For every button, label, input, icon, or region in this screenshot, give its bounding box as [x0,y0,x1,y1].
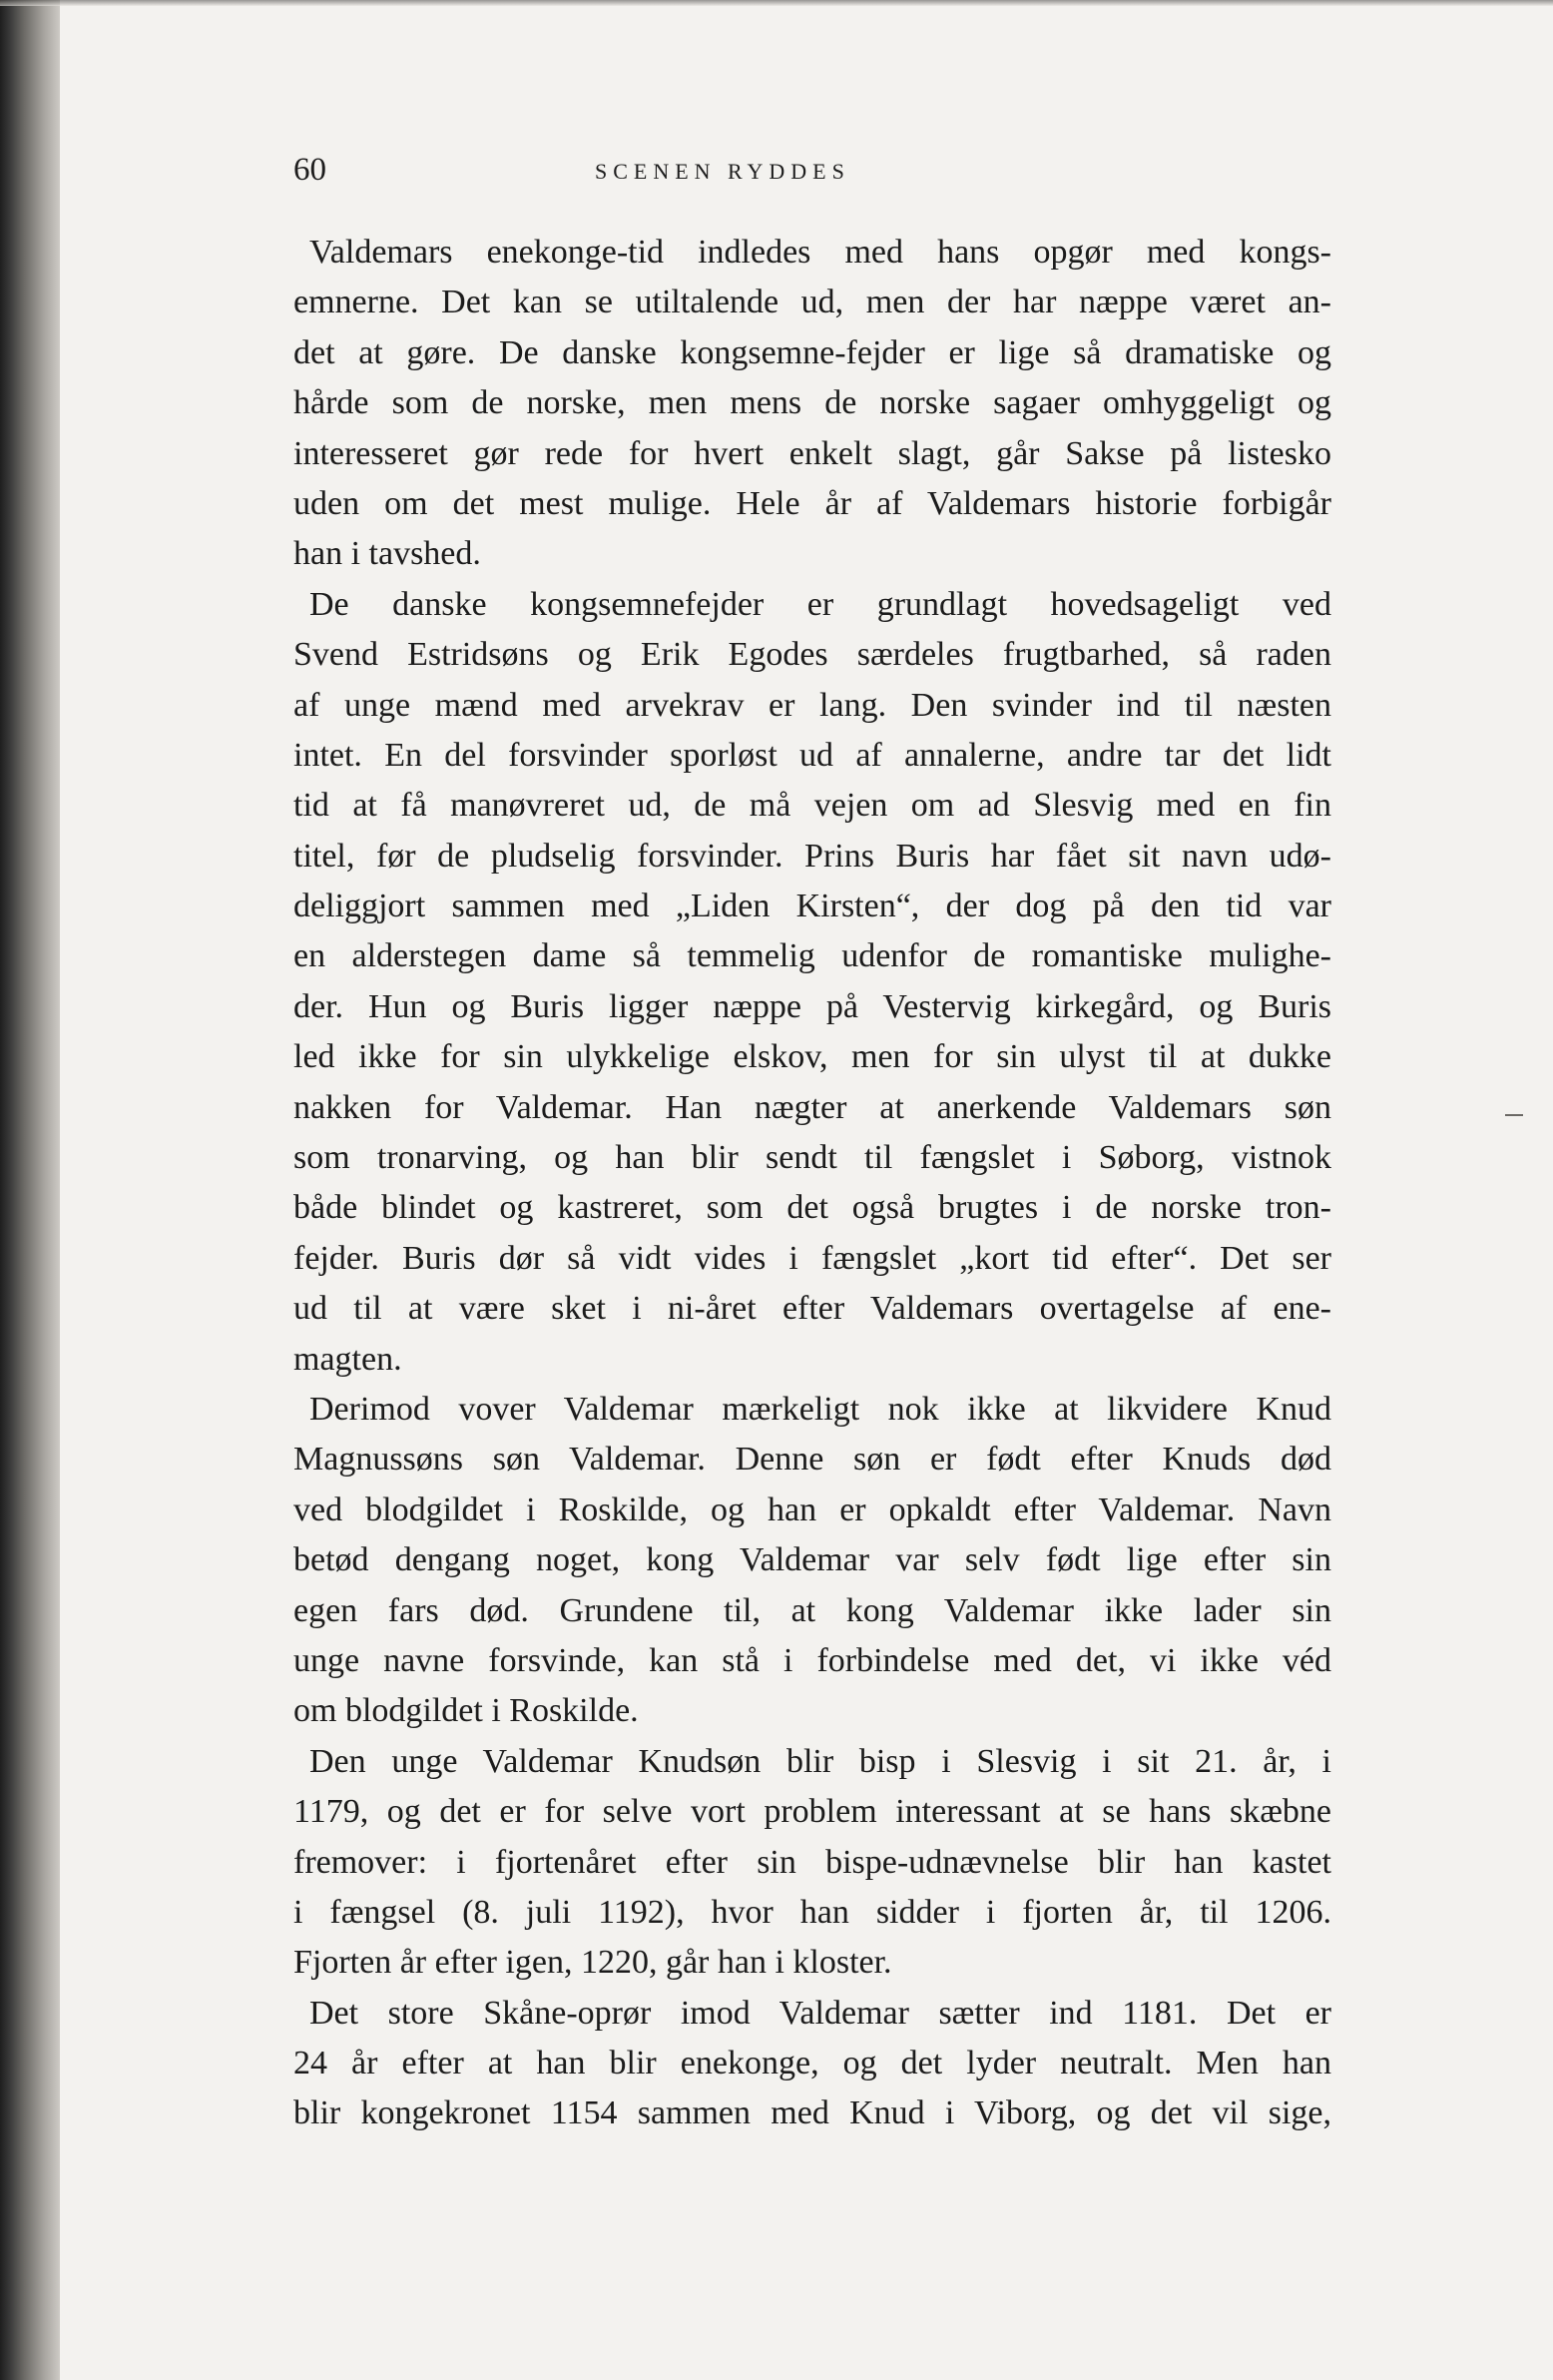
text-line: led ikke for sin ulykkelige elskov, men for sin ulyst til at dukke [293,1038,1331,1076]
text-line: Svend Estridsøns og Erik Egodes særdeles frugtbarhed, så raden [293,636,1331,674]
text-line: hårde som de norske, men mens de norske sagaer omhyggeligt og [293,384,1331,422]
running-head: SCENEN RYDDES [595,159,850,184]
text-line: egen fars død. Grundene til, at kong Valdemar ikke lader sin [293,1591,1331,1629]
text-line: han i tavshed. [293,535,481,573]
text-line: deliggjort sammen med „Liden Kirsten“, der dog på den tid var [293,888,1331,925]
text-line: Valdemars enekonge-tid indledes med hans opgør med kongs- [309,234,1331,271]
text-line: emnerne. Det kan se utiltalende ud, men der har næppe været an- [293,284,1331,321]
text-line: Fjorten år efter igen, 1220, går han i kloster. [293,1944,892,1982]
text-line: Magnussøns søn Valdemar. Denne søn er født efter Knuds død [293,1441,1331,1479]
text-line: Den unge Valdemar Knudsøn blir bisp i Slesvig i sit 21. år, i [309,1742,1331,1780]
text-line: intet. En del forsvinder sporløst ud af annalerne, andre tar det lidt [293,736,1331,774]
text-line: en alderstegen dame så temmelig udenfor de romantiske mulighe- [293,937,1331,975]
text-line: der. Hun og Buris ligger næppe på Vestervig kirkegård, og Buris [293,987,1331,1025]
body-text [293,228,1331,2139]
page-header [293,148,1331,192]
text-line: fejder. Buris dør så vidt vides i fængslet „kort tid efter“. Det ser [293,1239,1331,1277]
margin-mark [1505,1114,1523,1116]
text-line: 24 år efter at han blir enekonge, og det lyder neutralt. Men han [293,2045,1331,2082]
text-line: titel, før de pludselig forsvinder. Prins Buris har fået sit navn udø- [293,837,1331,875]
text-line: i fængsel (8. juli 1192), hvor han sidder i fjorten år, til 1206. [293,1893,1331,1931]
text-line: ved blodgildet i Roskilde, og han er opkaldt efter Valdemar. Navn [293,1490,1331,1528]
text-line: uden om det mest mulige. Hele år af Valdemars historie forbigår [293,484,1331,522]
text-line: Det store Skåne-oprør imod Valdemar sætter ind 1181. Det er [309,1994,1331,2032]
text-line: De danske kongsemnefejder er grundlagt hovedsageligt ved [309,585,1331,623]
text-line: om blodgildet i Roskilde. [293,1692,639,1730]
text-line: magten. [293,1340,402,1378]
text-line: unge navne forsvinde, kan stå i forbindelse med det, vi ikke véd [293,1641,1331,1679]
text-line: Derimod vover Valdemar mærkeligt nok ikke at likvidere Knud [309,1390,1331,1428]
text-line: interesseret gør rede for hvert enkelt slagt, går Sakse på listesko [293,434,1331,472]
text-line: 1179, og det er for selve vort problem interessant at se hans skæbne [293,1793,1331,1831]
text-line: nakken for Valdemar. Han nægter at anerkende Valdemars søn [293,1088,1331,1126]
text-line: ud til at være sket i ni-året efter Valdemars overtagelse af ene- [293,1290,1331,1328]
page-number: 60 [293,152,326,188]
text-line: betød dengang noget, kong Valdemar var selv født lige efter sin [293,1541,1331,1579]
scan-top-edge [0,0,1553,6]
text-line: som tronarving, og han blir sendt til fængslet i Søborg, vistnok [293,1139,1331,1177]
text-line: af unge mænd med arvekrav er lang. Den svinder ind til næsten [293,686,1331,724]
text-line: tid at få manøvreret ud, de må vejen om ad Slesvig med en fin [293,787,1331,825]
text-line: både blindet og kastreret, som det også brugtes i de norske tron- [293,1189,1331,1227]
text-line: fremover: i fjortenåret efter sin bispe-udnævnelse blir han kastet [293,1843,1331,1881]
text-line: det at gøre. De danske kongsemne-fejder er lige så dramatiske og [293,333,1331,371]
text-line: blir kongekronet 1154 sammen med Knud i Viborg, og det vil sige, [293,2094,1331,2132]
